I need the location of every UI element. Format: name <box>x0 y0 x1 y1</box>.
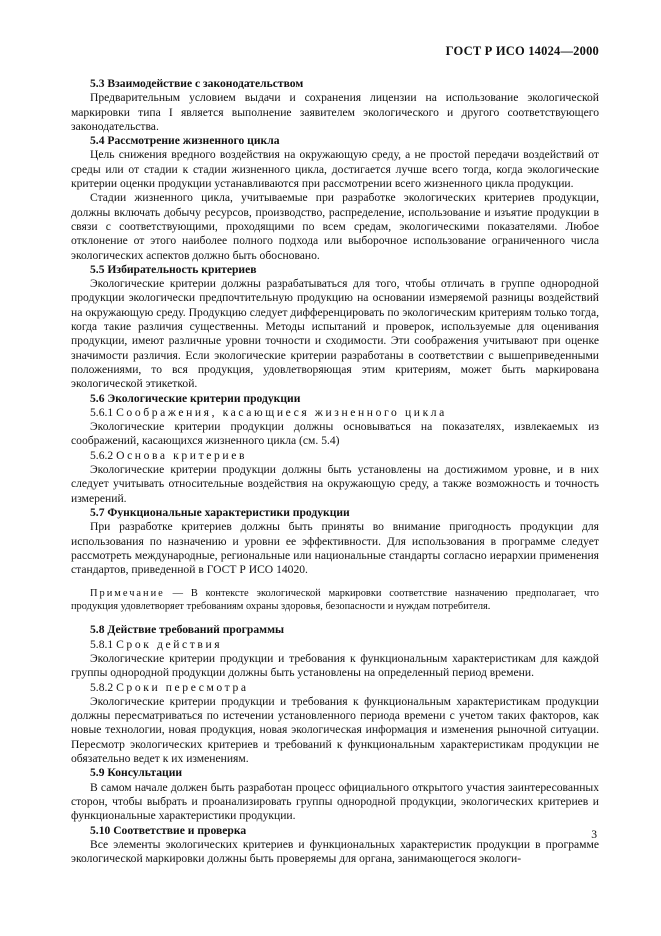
subsection-heading-5-6-1 <box>90 406 599 420</box>
section-heading-5-9: 5.9 Консультации <box>90 766 183 780</box>
section-heading-5-10: 5.10 Соответствие и проверка <box>90 823 247 837</box>
subsection-heading-5-6-2 <box>90 449 599 463</box>
subsection-number: 5.6.2 <box>90 448 114 462</box>
subsection-title: Сроки пересмотра <box>116 680 249 694</box>
section-heading-5-5: 5.5 Избирательность критериев <box>90 262 257 276</box>
paragraph: Экологические критерии продукции и требования к функциональным характеристикам для каждой группы однородной продукции должны быть установлены на определенный период времени. <box>71 651 599 680</box>
document-body <box>71 77 599 866</box>
subsection-heading-5-8-2 <box>90 681 599 695</box>
subsection-number: 5.8.2 <box>90 680 114 694</box>
note <box>71 587 599 613</box>
paragraph: Экологические критерии должны разрабатываться для того, чтобы отличать в группе однородной продукции экологически предпочтительную продукцию на основании измеряемой разницы воздействий на окружающую среду. Продукцию следует дифференцировать по экологическим критериям только тогда, когда такие различия существенны. Методы испытаний и проверок, используемые для оценивания продукции, имеют различные уровни точности и сходимости. Эти соображения учитывают при оценке значимости различия. Если экологические критерии разработаны в соответствии с вышеприведенными положениями, то вся продукция, удовлетворяющая этим критериям, может быть маркирована экологической этикеткой. <box>71 277 599 391</box>
section-heading-5-3: 5.3 Взаимодействие с законодательством <box>90 77 304 90</box>
section-heading-5-6: 5.6 Экологические критерии продукции <box>90 391 301 405</box>
paragraph: Все элементы экологических критериев и функциональных характеристик продукции в программе экологической маркировки должны быть проверяемы для органа, занимающегося экологи- <box>71 837 599 866</box>
subsection-heading-5-8-1 <box>90 638 599 652</box>
subsection-number: 5.8.1 <box>90 637 114 651</box>
section-heading-5-4: 5.4 Рассмотрение жизненного цикла <box>90 134 280 148</box>
paragraph: При разработке критериев должны быть приняты во внимание пригодность продукции для использования по назначению и уровни ее эффективности. Для использования в программе следует рассмотреть международные, региональные или национальные стандарты согласно иерархии применения стандартов, приведенной в ГОСТ Р ИСО 14020. <box>71 520 599 577</box>
paragraph: Экологические критерии продукции должны основываться на показателях, извлекаемых из соображений, касающихся жизненного цикла (см. 5.4) <box>71 420 599 448</box>
section-heading-5-8: 5.8 Действие требований программы <box>90 623 285 637</box>
subsection-title: Основа критериев <box>116 448 248 462</box>
paragraph: В самом начале должен быть разработан процесс официального открытого участия заинтересованных сторон, чтобы выбрать и проанализировать группы однородной продукции, экологических критериев и функциональные характеристики продукции. <box>71 780 599 823</box>
note-label: Примечание <box>90 588 165 600</box>
paragraph: Экологические критерии продукции должны быть установлены на достижимом уровне, и в них следует учитывать относительные воздействия на окружающую среду, а также возможность и точность измерений. <box>71 463 599 505</box>
page-number: 3 <box>591 828 597 841</box>
section-heading-5-7: 5.7 Функциональные характеристики продукции <box>90 505 350 519</box>
paragraph: Экологические критерии продукции и требования к функциональным характеристикам продукции должны пересматриваться по истечении установленного периода времени с учетом таких факторов, как новые технологии, новая продукция, новая экологическая информация и изменения рыночной ситуации. Пересмотр экологических критериев и требований к функциональным характеристикам продукции не обязательно ведет к их изменениям. <box>71 694 599 766</box>
paragraph: Цель снижения вредного воздействия на окружающую среду, а не простой передачи воздействий от среды или от стадии к стадии жизненного цикла, достигается лучше всего тогда, когда экологические критерии оценки продукции устанавливаются при рассмотрении всего жизненного цикла продукции. <box>71 148 599 191</box>
document-header: ГОСТ Р ИСО 14024—2000 <box>445 44 599 58</box>
note-text: — В контексте экологической маркировки соответствие назначению предполагает, что продукция удовлетворяет требованиям охраны здоровья, безопасности и нуждам потребителя. <box>71 588 599 613</box>
subsection-number: 5.6.1 <box>90 405 114 419</box>
subsection-title: Срок действия <box>116 637 223 651</box>
paragraph: Предварительным условием выдачи и сохранения лицензии на использование экологической маркировки типа I является выполнение заявителем экологического и другого соответствующего законодательства. <box>71 91 599 133</box>
paragraph: Стадии жизненного цикла, учитываемые при разработке экологических критериев продукции, должны включать добычу ресурсов, производство, распределение, использование и изъятие продукции в связи с соответствующими, проходящими по всем средам, экологическими показателями. Любое отклонение от этого наиболее полного подхода или выборочное использование ограниченного числа экологических аспектов должно быть обосновано. <box>71 191 599 262</box>
subsection-title: Соображения, касающиеся жизненного цикла <box>116 405 447 419</box>
